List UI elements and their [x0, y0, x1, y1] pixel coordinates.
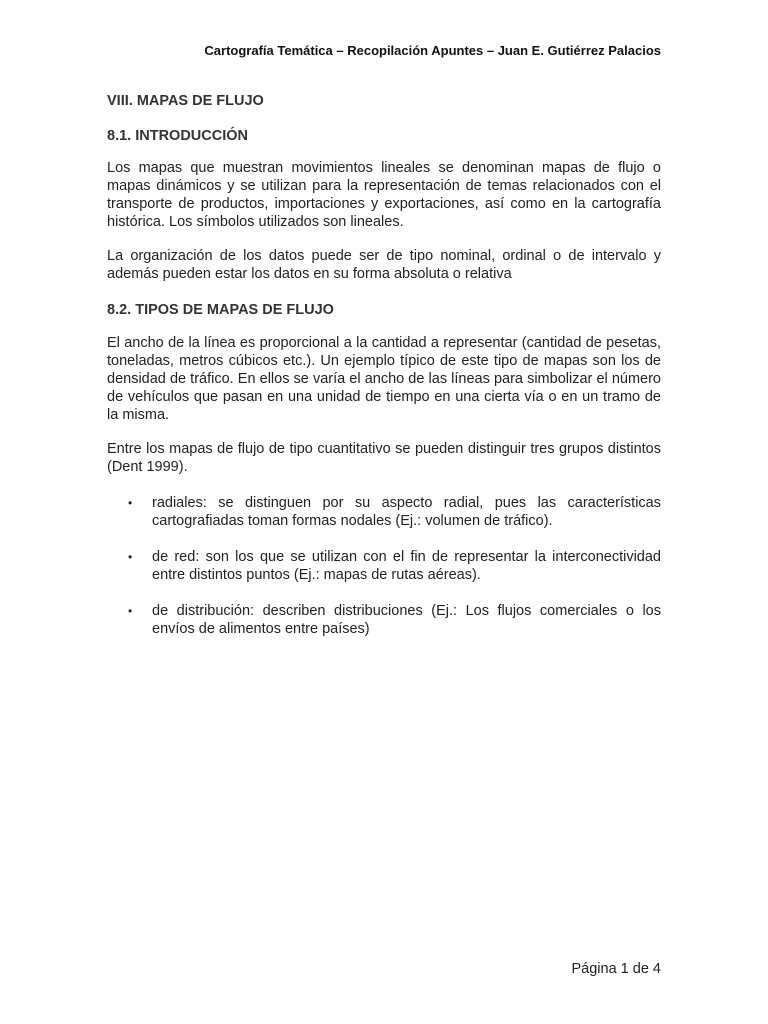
section-title: VIII. MAPAS DE FLUJO [107, 93, 264, 109]
bullet-icon: • [128, 550, 133, 564]
running-header: Cartografía Temática – Recopilación Apuntes – Juan E. Gutiérrez Palacios [204, 43, 661, 58]
list-item-text: de distribución: describen distribuciones (Ej.: Los flujos comerciales o los envíos de alimentos entre países) [152, 603, 661, 637]
intro-heading: 8.1. INTRODUCCIÓN [107, 128, 248, 144]
types-heading: 8.2. TIPOS DE MAPAS DE FLUJO [107, 302, 334, 318]
flow-map-types-list [107, 494, 661, 638]
list-item [107, 602, 661, 638]
bullet-icon: • [128, 604, 133, 618]
intro-paragraph-2: La organización de los datos puede ser de tipo nominal, ordinal o de intervalo y además pueden estar los datos en su forma absoluta o relativa [107, 248, 661, 282]
list-item-text: de red: son los que se utilizan con el fin de representar la interconectividad entre distintos puntos (Ej.: mapas de rutas aéreas). [152, 549, 661, 583]
types-paragraph-1: El ancho de la línea es proporcional a la cantidad a representar (cantidad de pesetas, toneladas, metros cúbicos etc.). Un ejemplo típico de este tipo de mapas son los de densidad de tráfico. En ellos se varía el ancho de las líneas para simbolizar el número de vehículos que pasan en una unidad de tiempo en una cierta vía o en un tramo de la misma. [107, 335, 661, 423]
list-item [107, 494, 661, 530]
bullet-icon: • [128, 496, 133, 510]
types-paragraph-2: Entre los mapas de flujo de tipo cuantitativo se pueden distinguir tres grupos distintos (Dent 1999). [107, 441, 661, 475]
list-item-text: radiales: se distinguen por su aspecto radial, pues las características cartografiadas toman formas nodales (Ej.: volumen de tráfico). [152, 495, 661, 529]
intro-paragraph-1: Los mapas que muestran movimientos lineales se denominan mapas de flujo o mapas dinámicos y se utilizan para la representación de temas relacionados con el transporte de productos, importaciones y exportaciones, así como en la cartografía histórica. Los símbolos utilizados son lineales. [107, 160, 661, 230]
list-item [107, 548, 661, 584]
page-content [107, 92, 661, 656]
page-number: Página 1 de 4 [571, 961, 661, 977]
